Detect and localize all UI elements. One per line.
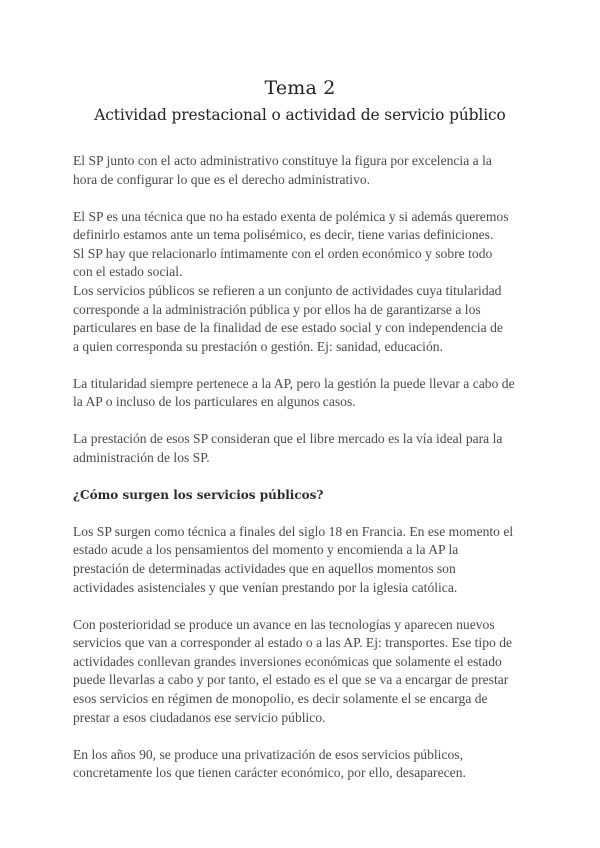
text-line: La prestación de esos SP consideran que el libre mercado es la vía ideal para la (73, 431, 503, 447)
paragraph-titularidad (73, 375, 543, 412)
text-line: actividades conllevan grandes inversiones económicas que solamente el estado (73, 653, 502, 669)
text-line: concretamente los que tienen carácter económico, por ello, desaparecen. (73, 765, 466, 781)
text-line: prestación de determinadas actividades que en aquellos momentos son (73, 561, 456, 577)
text-line: Sl SP hay que relacionarlo íntimamente con el orden económico y sobre todo (73, 245, 493, 261)
paragraph-intro (73, 152, 543, 189)
text-line: definirlo estamos ante un tema polisémico, es decir, tiene varias definiciones. (73, 227, 494, 243)
text-line: corresponde a la administración pública y por ellos ha de garantizarse a los (73, 301, 481, 317)
text-line: Los SP surgen como técnica a finales del siglo 18 en Francia. En ese momento el (73, 523, 514, 539)
text-line: con el estado social. (73, 264, 183, 280)
document-subtitle: Actividad prestacional o actividad de servicio público (94, 106, 506, 124)
paragraph-servicios-publicos (73, 282, 543, 356)
text-line: La titularidad siempre pertenece a la AP, pero la gestión la puede llevar a cabo de (73, 375, 515, 391)
text-line: servicios que van a corresponder al estado o a las AP. Ej: transportes. Ese tipo de (73, 635, 513, 651)
text-line: hora de configurar lo que es el derecho administrativo. (73, 171, 371, 187)
text-line: prestar a esos ciudadanos ese servicio público. (73, 709, 326, 725)
paragraph-origen (73, 523, 543, 597)
paragraph-posterioridad (73, 616, 543, 728)
text-line: particulares en base de la finalidad de ese estado social y con independencia de (73, 320, 503, 336)
text-line: Con posterioridad se produce un avance en las tecnologías y aparecen nuevos (73, 616, 495, 632)
section-heading: ¿Cómo surgen los servicios públicos? (73, 487, 324, 502)
document-body (73, 152, 543, 801)
paragraph-privatizacion (73, 746, 543, 783)
text-line: actividades asistenciales y que venían prestando por la iglesia católica. (73, 579, 458, 595)
document-title: Tema 2 (264, 77, 336, 99)
text-line: Los servicios públicos se refieren a un conjunto de actividades cuya titularidad (73, 282, 502, 298)
text-line: estado acude a los pensamientos del momento y encomienda a la AP la (73, 542, 459, 558)
text-line: El SP es una técnica que no ha estado exenta de polémica y si además queremos (73, 208, 509, 224)
paragraph-prestacion (73, 430, 543, 467)
text-line: la AP o incluso de los particulares en algunos casos. (73, 394, 356, 410)
text-line: a quien corresponda su prestación o gestión. Ej: sanidad, educación. (73, 338, 443, 354)
paragraph-definition (73, 208, 543, 282)
text-line: El SP junto con el acto administrativo constituye la figura por excelencia a la (73, 153, 492, 168)
text-line: esos servicios en régimen de monopolio, es decir solamente el se encarga de (73, 691, 488, 706)
text-line: puede llevarlas a cabo y por tanto, el estado es el que se va a encargar de prestar (73, 672, 509, 688)
text-line: En los años 90, se produce una privatización de esos servicios públicos, (73, 746, 463, 762)
text-line: administración de los SP. (73, 449, 210, 465)
